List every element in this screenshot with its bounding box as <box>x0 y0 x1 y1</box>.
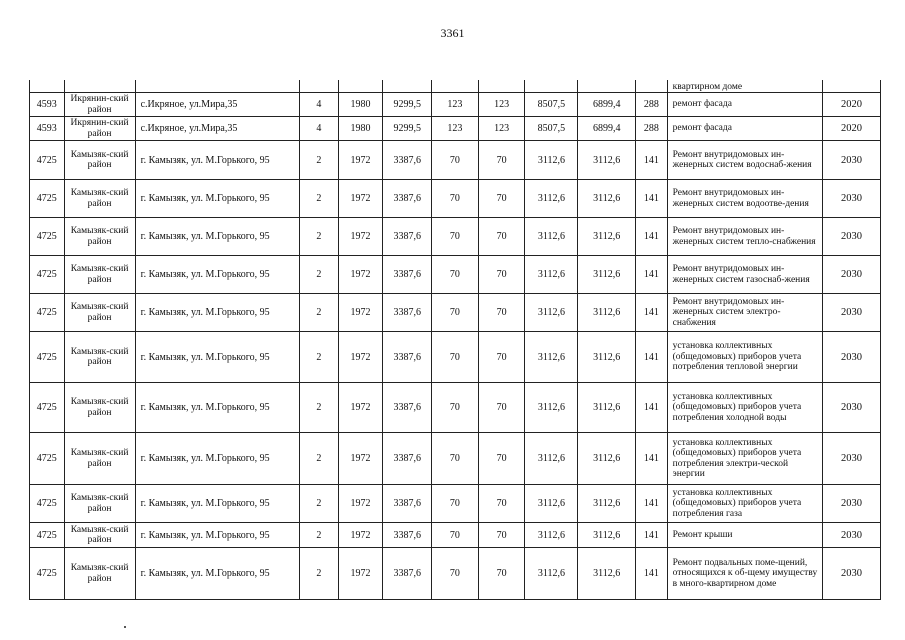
address-cell: г. Камызяк, ул. М.Горького, 95 <box>135 218 300 256</box>
count-cell: 70 <box>432 294 479 332</box>
plan-year-cell: 2020 <box>822 93 880 117</box>
floors-cell: 2 <box>300 218 339 256</box>
district-cell: Камызяк-ский район <box>64 294 135 332</box>
row-number: 4725 <box>30 523 65 548</box>
area-cell: 3112,6 <box>578 332 636 383</box>
address-cell: с.Икряное, ул.Мира,35 <box>135 93 300 117</box>
area-cell: 3112,6 <box>578 218 636 256</box>
area-cell: 3112,6 <box>525 218 578 256</box>
count-cell: 70 <box>478 256 525 294</box>
work-type-cell: установка коллективных (общедомовых) приборов учета потребления газа <box>667 485 822 523</box>
table-row <box>30 256 881 294</box>
area-cell: 3112,6 <box>525 294 578 332</box>
residents-cell: 141 <box>636 548 667 600</box>
work-type-cell: Ремонт внутридомовых ин-женерных систем тепло-снабжения <box>667 218 822 256</box>
area-cell: 6899,4 <box>578 117 636 141</box>
address-cell: г. Камызяк, ул. М.Горького, 95 <box>135 332 300 383</box>
district-cell: Икрянин-ский район <box>64 117 135 141</box>
total-area-cell: 3387,6 <box>383 485 432 523</box>
address-cell: г. Камызяк, ул. М.Горького, 95 <box>135 433 300 485</box>
count-cell: 70 <box>478 180 525 218</box>
row-number: 4725 <box>30 485 65 523</box>
work-type-cell: Ремонт внутридомовых ин-женерных систем электро-снабжения <box>667 294 822 332</box>
count-cell: 70 <box>432 218 479 256</box>
work-type-cell: установка коллективных (общедомовых) приборов учета потребления тепловой энергии <box>667 332 822 383</box>
floors-cell: 2 <box>300 332 339 383</box>
total-area-cell: 3387,6 <box>383 294 432 332</box>
row-number: 4725 <box>30 433 65 485</box>
year-cell: 1972 <box>338 294 383 332</box>
floors-cell: 2 <box>300 180 339 218</box>
table-row <box>30 383 881 433</box>
row-number: 4725 <box>30 383 65 433</box>
area-cell: 3112,6 <box>525 523 578 548</box>
year-cell: 1972 <box>338 332 383 383</box>
residents-cell: 141 <box>636 433 667 485</box>
total-area-cell: 3387,6 <box>383 548 432 600</box>
address-cell: г. Камызяк, ул. М.Горького, 95 <box>135 523 300 548</box>
total-area-cell: 3387,6 <box>383 218 432 256</box>
residents-cell: 141 <box>636 523 667 548</box>
table-row <box>30 433 881 485</box>
work-type-cell: Ремонт крыши <box>667 523 822 548</box>
count-cell: 70 <box>432 180 479 218</box>
area-cell: 3112,6 <box>578 294 636 332</box>
plan-year-cell: 2030 <box>822 256 880 294</box>
count-cell: 70 <box>478 548 525 600</box>
work-type-cell: установка коллективных (общедомовых) приборов учета потребления холодной воды <box>667 383 822 433</box>
plan-year-cell: 2030 <box>822 180 880 218</box>
plan-year-cell: 2030 <box>822 218 880 256</box>
address-cell: г. Камызяк, ул. М.Горького, 95 <box>135 485 300 523</box>
plan-year-cell: 2030 <box>822 433 880 485</box>
floors-cell: 2 <box>300 548 339 600</box>
count-cell: 70 <box>432 548 479 600</box>
table-row <box>30 548 881 600</box>
year-cell: 1972 <box>338 256 383 294</box>
area-cell: 3112,6 <box>525 180 578 218</box>
district-cell: Камызяк-ский район <box>64 433 135 485</box>
total-area-cell: 3387,6 <box>383 523 432 548</box>
year-cell: 1972 <box>338 433 383 485</box>
total-area-cell: 3387,6 <box>383 256 432 294</box>
page-number: 3361 <box>440 26 465 40</box>
district-cell: Камызяк-ский район <box>64 332 135 383</box>
floors-cell: 2 <box>300 294 339 332</box>
table-row <box>30 332 881 383</box>
year-cell: 1972 <box>338 218 383 256</box>
residents-cell: 288 <box>636 117 667 141</box>
floors-cell: 4 <box>300 117 339 141</box>
floors-cell: 2 <box>300 141 339 180</box>
row-number: 4725 <box>30 141 65 180</box>
year-cell: 1972 <box>338 141 383 180</box>
table-row <box>30 180 881 218</box>
floors-cell: 4 <box>300 93 339 117</box>
table-row <box>30 485 881 523</box>
housing-repair-table <box>29 80 881 600</box>
plan-year-cell: 2030 <box>822 332 880 383</box>
work-type-cell: Ремонт подвальных поме-щений, относящихся к об-щему имуществу в много-квартирном доме <box>667 548 822 600</box>
total-area-cell: 3387,6 <box>383 141 432 180</box>
floors-cell: 2 <box>300 383 339 433</box>
count-cell: 123 <box>432 93 479 117</box>
count-cell: 70 <box>432 523 479 548</box>
work-type-cell: Ремонт внутридомовых ин-женерных систем газоснаб-жения <box>667 256 822 294</box>
area-cell: 3112,6 <box>578 383 636 433</box>
district-cell: Камызяк-ский район <box>64 485 135 523</box>
count-cell: 70 <box>478 294 525 332</box>
residents-cell: 141 <box>636 332 667 383</box>
year-cell: 1972 <box>338 548 383 600</box>
area-cell: 3112,6 <box>525 433 578 485</box>
total-area-cell: 3387,6 <box>383 383 432 433</box>
count-cell: 70 <box>432 383 479 433</box>
floors-cell: 2 <box>300 523 339 548</box>
row-number: 4593 <box>30 117 65 141</box>
work-type-cell: Ремонт внутридомовых ин-женерных систем водоснаб-жения <box>667 141 822 180</box>
work-type-cell: ремонт фасада <box>667 93 822 117</box>
area-cell: 3112,6 <box>525 141 578 180</box>
district-cell: Камызяк-ский район <box>64 548 135 600</box>
area-cell: 3112,6 <box>578 180 636 218</box>
count-cell: 70 <box>478 485 525 523</box>
row-number: 4725 <box>30 180 65 218</box>
scan-speck <box>124 626 126 628</box>
row-number: 4725 <box>30 548 65 600</box>
area-cell: 3112,6 <box>525 332 578 383</box>
year-cell: 1972 <box>338 180 383 218</box>
residents-cell: 141 <box>636 180 667 218</box>
total-area-cell: 9299,5 <box>383 93 432 117</box>
area-cell: 3112,6 <box>578 256 636 294</box>
table-row <box>30 294 881 332</box>
plan-year-cell: 2030 <box>822 548 880 600</box>
area-cell: 3112,6 <box>578 485 636 523</box>
row-number: 4725 <box>30 294 65 332</box>
table-row <box>30 117 881 141</box>
count-cell: 123 <box>478 93 525 117</box>
plan-year-cell: 2030 <box>822 383 880 433</box>
year-cell: 1972 <box>338 523 383 548</box>
area-cell: 3112,6 <box>525 383 578 433</box>
district-cell: Икрянин-ский район <box>64 93 135 117</box>
plan-year-cell: 2020 <box>822 117 880 141</box>
area-cell: 3112,6 <box>525 256 578 294</box>
area-cell: 3112,6 <box>578 141 636 180</box>
continuation-text: квартирном доме <box>667 80 822 93</box>
floors-cell: 2 <box>300 433 339 485</box>
plan-year-cell: 2030 <box>822 294 880 332</box>
floors-cell: 2 <box>300 485 339 523</box>
address-cell: г. Камызяк, ул. М.Горького, 95 <box>135 548 300 600</box>
district-cell: Камызяк-ский район <box>64 218 135 256</box>
district-cell: Камызяк-ский район <box>64 256 135 294</box>
total-area-cell: 3387,6 <box>383 433 432 485</box>
floors-cell: 2 <box>300 256 339 294</box>
count-cell: 70 <box>478 332 525 383</box>
residents-cell: 141 <box>636 141 667 180</box>
area-cell: 3112,6 <box>525 485 578 523</box>
work-type-cell: Ремонт внутридомовых ин-женерных систем водоотве-дения <box>667 180 822 218</box>
year-cell: 1972 <box>338 485 383 523</box>
count-cell: 123 <box>478 117 525 141</box>
address-cell: г. Камызяк, ул. М.Горького, 95 <box>135 383 300 433</box>
continuation-row <box>30 80 881 93</box>
total-area-cell: 3387,6 <box>383 332 432 383</box>
residents-cell: 141 <box>636 256 667 294</box>
address-cell: с.Икряное, ул.Мира,35 <box>135 117 300 141</box>
count-cell: 70 <box>478 433 525 485</box>
address-cell: г. Камызяк, ул. М.Горького, 95 <box>135 141 300 180</box>
row-number: 4725 <box>30 218 65 256</box>
residents-cell: 141 <box>636 218 667 256</box>
plan-year-cell: 2030 <box>822 523 880 548</box>
district-cell: Камызяк-ский район <box>64 180 135 218</box>
residents-cell: 141 <box>636 485 667 523</box>
residents-cell: 288 <box>636 93 667 117</box>
plan-year-cell: 2030 <box>822 141 880 180</box>
area-cell: 3112,6 <box>525 548 578 600</box>
count-cell: 70 <box>478 523 525 548</box>
district-cell: Камызяк-ский район <box>64 523 135 548</box>
year-cell: 1980 <box>338 117 383 141</box>
area-cell: 3112,6 <box>578 433 636 485</box>
plan-year-cell: 2030 <box>822 485 880 523</box>
residents-cell: 141 <box>636 383 667 433</box>
address-cell: г. Камызяк, ул. М.Горького, 95 <box>135 180 300 218</box>
count-cell: 70 <box>478 218 525 256</box>
year-cell: 1980 <box>338 93 383 117</box>
count-cell: 70 <box>478 141 525 180</box>
area-cell: 3112,6 <box>578 523 636 548</box>
total-area-cell: 3387,6 <box>383 180 432 218</box>
row-number: 4593 <box>30 93 65 117</box>
address-cell: г. Камызяк, ул. М.Горького, 95 <box>135 294 300 332</box>
count-cell: 70 <box>432 256 479 294</box>
count-cell: 123 <box>432 117 479 141</box>
address-cell: г. Камызяк, ул. М.Горького, 95 <box>135 256 300 294</box>
area-cell: 6899,4 <box>578 93 636 117</box>
area-cell: 3112,6 <box>578 548 636 600</box>
count-cell: 70 <box>432 433 479 485</box>
district-cell: Камызяк-ский район <box>64 383 135 433</box>
residents-cell: 141 <box>636 294 667 332</box>
table-row <box>30 218 881 256</box>
table-row <box>30 141 881 180</box>
count-cell: 70 <box>478 383 525 433</box>
count-cell: 70 <box>432 141 479 180</box>
table-row <box>30 93 881 117</box>
year-cell: 1972 <box>338 383 383 433</box>
area-cell: 8507,5 <box>525 93 578 117</box>
table-row <box>30 523 881 548</box>
count-cell: 70 <box>432 485 479 523</box>
district-cell: Камызяк-ский район <box>64 141 135 180</box>
total-area-cell: 9299,5 <box>383 117 432 141</box>
work-type-cell: ремонт фасада <box>667 117 822 141</box>
row-number: 4725 <box>30 256 65 294</box>
count-cell: 70 <box>432 332 479 383</box>
work-type-cell: установка коллективных (общедомовых) приборов учета потребления электри-ческой энергии <box>667 433 822 485</box>
area-cell: 8507,5 <box>525 117 578 141</box>
row-number: 4725 <box>30 332 65 383</box>
